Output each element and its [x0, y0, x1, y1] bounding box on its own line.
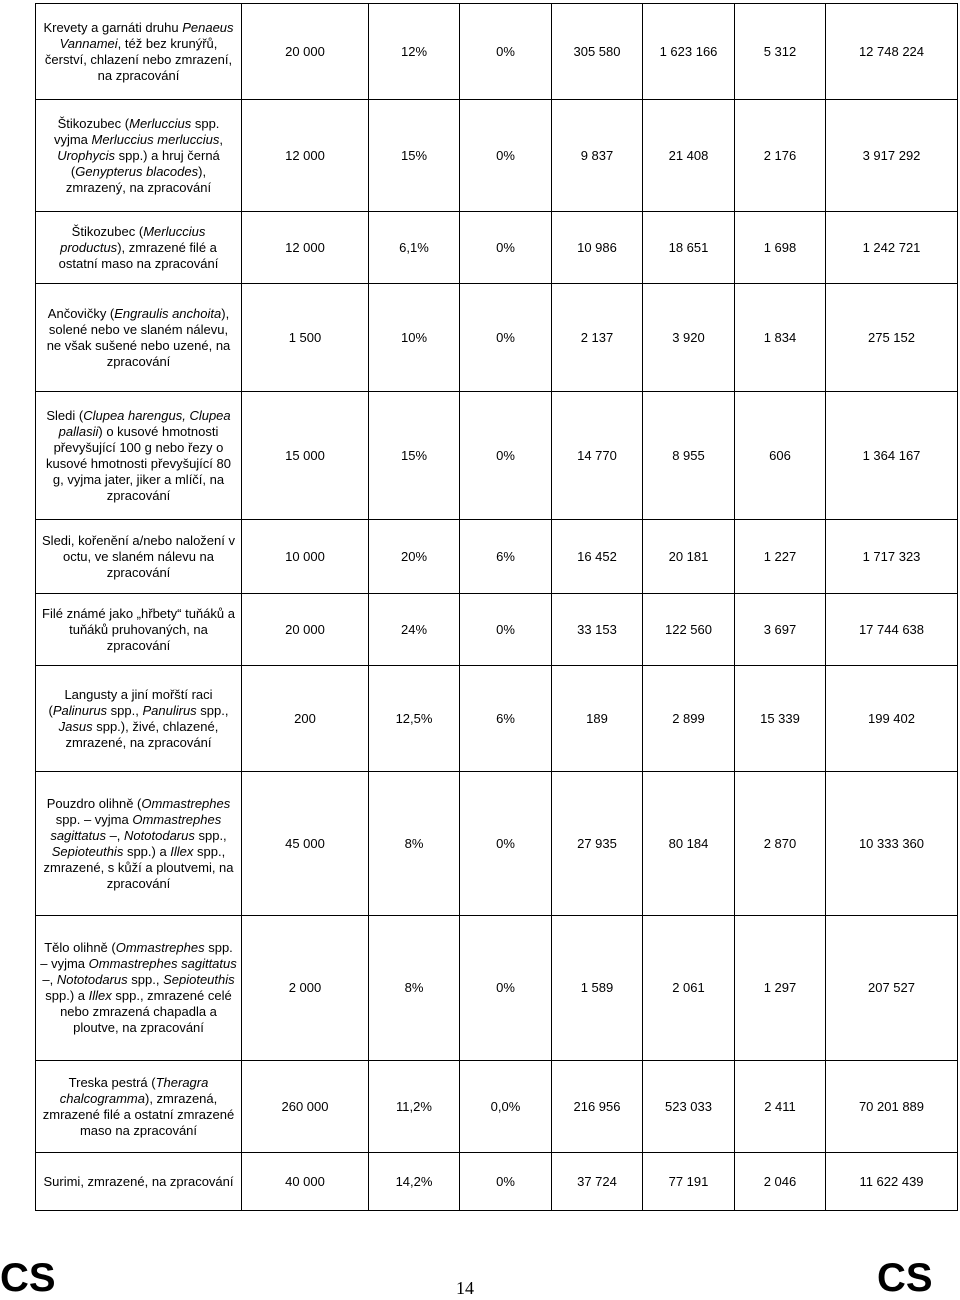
description-text: Ommastrephes [141, 795, 231, 811]
description-text: Jasus [58, 718, 93, 734]
quota-volume-cell: 2 000 [242, 916, 369, 1061]
description-text: spp., [194, 827, 227, 843]
value-col-4-cell: 189 [552, 666, 643, 772]
table-row [36, 284, 958, 392]
description-text: –, [105, 827, 125, 843]
description-text: spp.) a [45, 988, 89, 1003]
value-col-4-cell: 37 724 [552, 1153, 643, 1211]
quota-volume-cell: 10 000 [242, 520, 369, 594]
quota-volume-cell: 260 000 [242, 1061, 369, 1153]
value-col-6-cell: 1 227 [735, 520, 826, 594]
tariff-rate-cell: 11,2% [369, 1061, 460, 1153]
value-col-7-cell: 10 333 360 [826, 772, 958, 916]
description-text: ) o kusové hmotnosti převyšující 100 g nebo řezy o kusové hmotnosti převyšující 80 g, vyjma jater, jiker a mlíčí, na zpracování [46, 423, 231, 503]
tariff-rate-cell: 14,2% [369, 1153, 460, 1211]
value-col-6-cell: 1 297 [735, 916, 826, 1061]
description-text: Urophycis [57, 147, 115, 163]
description-text: Nototodarus [56, 972, 128, 987]
description-text: Langusty a jiní mořští raci ( [48, 686, 213, 718]
description-text: spp.) a [123, 843, 171, 859]
description-text: ), zmrazená, zmrazené filé a ostatní zmrazené maso na zpracování [42, 1090, 235, 1138]
description-text: –, [42, 972, 57, 987]
product-description-cell [36, 284, 242, 392]
table-row [36, 594, 958, 666]
description-text: Pouzdro olihně ( [46, 795, 142, 811]
description-text: ), zmrazené filé a ostatní maso na zpracování [58, 239, 219, 271]
value-col-7-cell: 1 242 721 [826, 212, 958, 284]
tariff-rate-cell: 8% [369, 772, 460, 916]
quota-volume-cell: 12 000 [242, 100, 369, 212]
description-text: spp. – vyjma [40, 940, 233, 971]
value-col-4-cell: 10 986 [552, 212, 643, 284]
description-text: Krevety a garnáti druhu [43, 19, 183, 35]
language-code-left: CS [0, 1256, 56, 1300]
tariff-rate-cell: 12,5% [369, 666, 460, 772]
value-col-4-cell: 216 956 [552, 1061, 643, 1153]
description-text: Sledi, kořenění a/nebo naložení v octu, ve slaném nálevu na zpracování [42, 532, 235, 580]
reduced-rate-cell: 0% [460, 212, 552, 284]
description-text: Sepioteuthis [51, 843, 124, 859]
description-text: Genypterus blacodes [75, 163, 199, 179]
description-text: ), solené nebo ve slaném nálevu, ne však sušené nebo uzené, na zpracování [46, 305, 231, 369]
product-description-cell [36, 4, 242, 100]
value-col-5-cell: 18 651 [643, 212, 735, 284]
description-text: Treska pestrá ( [68, 1074, 156, 1090]
description-text: Ommastrephes sagittatus [88, 956, 237, 971]
description-text: spp.) a hruj černá ( [70, 147, 220, 179]
table-row [36, 100, 958, 212]
value-col-5-cell: 80 184 [643, 772, 735, 916]
value-col-7-cell: 3 917 292 [826, 100, 958, 212]
description-text: Merluccius [129, 115, 192, 131]
description-text: Ančovičky ( [47, 305, 115, 321]
description-text: Filé známé jako „hřbety“ tuňáků a tuňáků pruhovaných, na zpracování [42, 605, 235, 653]
description-text: Theragra chalcogramma [59, 1074, 209, 1106]
quota-volume-cell: 15 000 [242, 392, 369, 520]
reduced-rate-cell: 6% [460, 520, 552, 594]
product-description-cell [36, 916, 242, 1061]
reduced-rate-cell: 0% [460, 100, 552, 212]
description-text: Nototodarus [124, 827, 195, 843]
description-text: Illex [88, 988, 112, 1003]
description-text: Merluccius merluccius [91, 131, 220, 147]
value-col-7-cell: 1 364 167 [826, 392, 958, 520]
product-description-cell [36, 594, 242, 666]
value-col-5-cell: 2 061 [643, 916, 735, 1061]
quota-volume-cell: 20 000 [242, 594, 369, 666]
description-text: Sepioteuthis [163, 972, 235, 987]
tariff-rate-cell: 10% [369, 284, 460, 392]
description-text: spp., [107, 702, 143, 718]
value-col-7-cell: 11 622 439 [826, 1153, 958, 1211]
value-col-4-cell: 305 580 [552, 4, 643, 100]
description-text: spp., zmrazené, s kůží a ploutvemi, na zpracování [43, 843, 234, 891]
value-col-7-cell: 17 744 638 [826, 594, 958, 666]
value-col-7-cell: 207 527 [826, 916, 958, 1061]
quota-volume-cell: 200 [242, 666, 369, 772]
value-col-5-cell: 523 033 [643, 1061, 735, 1153]
reduced-rate-cell: 0% [460, 594, 552, 666]
description-text: Štikozubec ( [57, 115, 130, 131]
product-description-cell [36, 212, 242, 284]
value-col-5-cell: 3 920 [643, 284, 735, 392]
table-row [36, 4, 958, 100]
quota-volume-cell: 45 000 [242, 772, 369, 916]
description-text: Sledi ( [46, 407, 84, 423]
reduced-rate-cell: 0% [460, 916, 552, 1061]
value-col-4-cell: 33 153 [552, 594, 643, 666]
description-text: , též bez krunýřů, čerství, chlazení nebo zmrazení, na zpracování [44, 35, 233, 83]
description-text: Ommastrephes sagittatus [50, 811, 222, 843]
value-col-7-cell: 1 717 323 [826, 520, 958, 594]
table-row [36, 666, 958, 772]
value-col-5-cell: 1 623 166 [643, 4, 735, 100]
product-description-cell [36, 392, 242, 520]
tariff-rate-cell: 6,1% [369, 212, 460, 284]
product-description-cell [36, 520, 242, 594]
reduced-rate-cell: 0% [460, 392, 552, 520]
description-text: Palinurus [52, 702, 108, 718]
quota-volume-cell: 12 000 [242, 212, 369, 284]
tariff-rate-cell: 24% [369, 594, 460, 666]
value-col-5-cell: 2 899 [643, 666, 735, 772]
reduced-rate-cell: 0% [460, 772, 552, 916]
description-text: Panulirus [142, 702, 197, 718]
tariff-rate-cell: 12% [369, 4, 460, 100]
description-text: Engraulis anchoita [114, 305, 222, 321]
reduced-rate-cell: 0% [460, 284, 552, 392]
value-col-6-cell: 1 834 [735, 284, 826, 392]
value-col-4-cell: 16 452 [552, 520, 643, 594]
description-text: Štikozubec ( [71, 223, 144, 239]
description-text: Clupea harengus, Clupea pallasii [58, 407, 231, 439]
table-row [36, 392, 958, 520]
value-col-6-cell: 1 698 [735, 212, 826, 284]
product-description-cell [36, 1153, 242, 1211]
quota-volume-cell: 1 500 [242, 284, 369, 392]
description-text: Merluccius productus [60, 223, 206, 255]
tariff-quota-table [35, 3, 958, 1211]
table-row [36, 1153, 958, 1211]
reduced-rate-cell: 0,0% [460, 1061, 552, 1153]
product-description-cell [36, 772, 242, 916]
description-text: spp. vyjma [53, 115, 220, 147]
product-description-cell [36, 666, 242, 772]
value-col-4-cell: 2 137 [552, 284, 643, 392]
language-code-right: CS [877, 1256, 933, 1300]
reduced-rate-cell: 6% [460, 666, 552, 772]
value-col-4-cell: 27 935 [552, 772, 643, 916]
reduced-rate-cell: 0% [460, 4, 552, 100]
value-col-4-cell: 1 589 [552, 916, 643, 1061]
description-text: spp., [127, 972, 164, 987]
tariff-rate-cell: 15% [369, 392, 460, 520]
table-row [36, 772, 958, 916]
value-col-7-cell: 70 201 889 [826, 1061, 958, 1153]
table-row [36, 1061, 958, 1153]
table-row [36, 212, 958, 284]
page-number: 14 [456, 1278, 474, 1298]
value-col-7-cell: 275 152 [826, 284, 958, 392]
value-col-7-cell: 199 402 [826, 666, 958, 772]
value-col-6-cell: 606 [735, 392, 826, 520]
tariff-rate-cell: 15% [369, 100, 460, 212]
value-col-4-cell: 9 837 [552, 100, 643, 212]
value-col-6-cell: 2 411 [735, 1061, 826, 1153]
description-text: Illex [170, 843, 194, 859]
table-row [36, 520, 958, 594]
value-col-6-cell: 2 870 [735, 772, 826, 916]
value-col-4-cell: 14 770 [552, 392, 643, 520]
table-row [36, 916, 958, 1061]
product-description-cell [36, 1061, 242, 1153]
description-text: spp.), živé, chlazené, zmrazené, na zpracování [65, 718, 219, 750]
reduced-rate-cell: 0% [460, 1153, 552, 1211]
value-col-5-cell: 20 181 [643, 520, 735, 594]
description-text: spp., [196, 702, 229, 718]
description-text: Penaeus Vannamei [59, 19, 234, 51]
description-text: , [219, 131, 224, 147]
table-body [36, 4, 958, 1211]
value-col-5-cell: 77 191 [643, 1153, 735, 1211]
value-col-6-cell: 15 339 [735, 666, 826, 772]
value-col-5-cell: 8 955 [643, 392, 735, 520]
tariff-rate-cell: 20% [369, 520, 460, 594]
description-text: Surimi, zmrazené, na zpracování [43, 1173, 234, 1189]
quota-volume-cell: 40 000 [242, 1153, 369, 1211]
description-text: spp., zmrazené celé nebo zmrazená chapadla a ploutve, na zpracování [60, 988, 232, 1035]
description-text: ), zmrazený, na zpracování [65, 163, 212, 195]
value-col-6-cell: 5 312 [735, 4, 826, 100]
description-text: spp. – vyjma [55, 811, 133, 827]
description-text: Ommastrephes [115, 940, 205, 955]
value-col-6-cell: 2 046 [735, 1153, 826, 1211]
value-col-6-cell: 3 697 [735, 594, 826, 666]
value-col-7-cell: 12 748 224 [826, 4, 958, 100]
value-col-5-cell: 122 560 [643, 594, 735, 666]
value-col-6-cell: 2 176 [735, 100, 826, 212]
tariff-rate-cell: 8% [369, 916, 460, 1061]
quota-volume-cell: 20 000 [242, 4, 369, 100]
value-col-5-cell: 21 408 [643, 100, 735, 212]
description-text: Tělo olihně ( [44, 940, 116, 955]
product-description-cell [36, 100, 242, 212]
